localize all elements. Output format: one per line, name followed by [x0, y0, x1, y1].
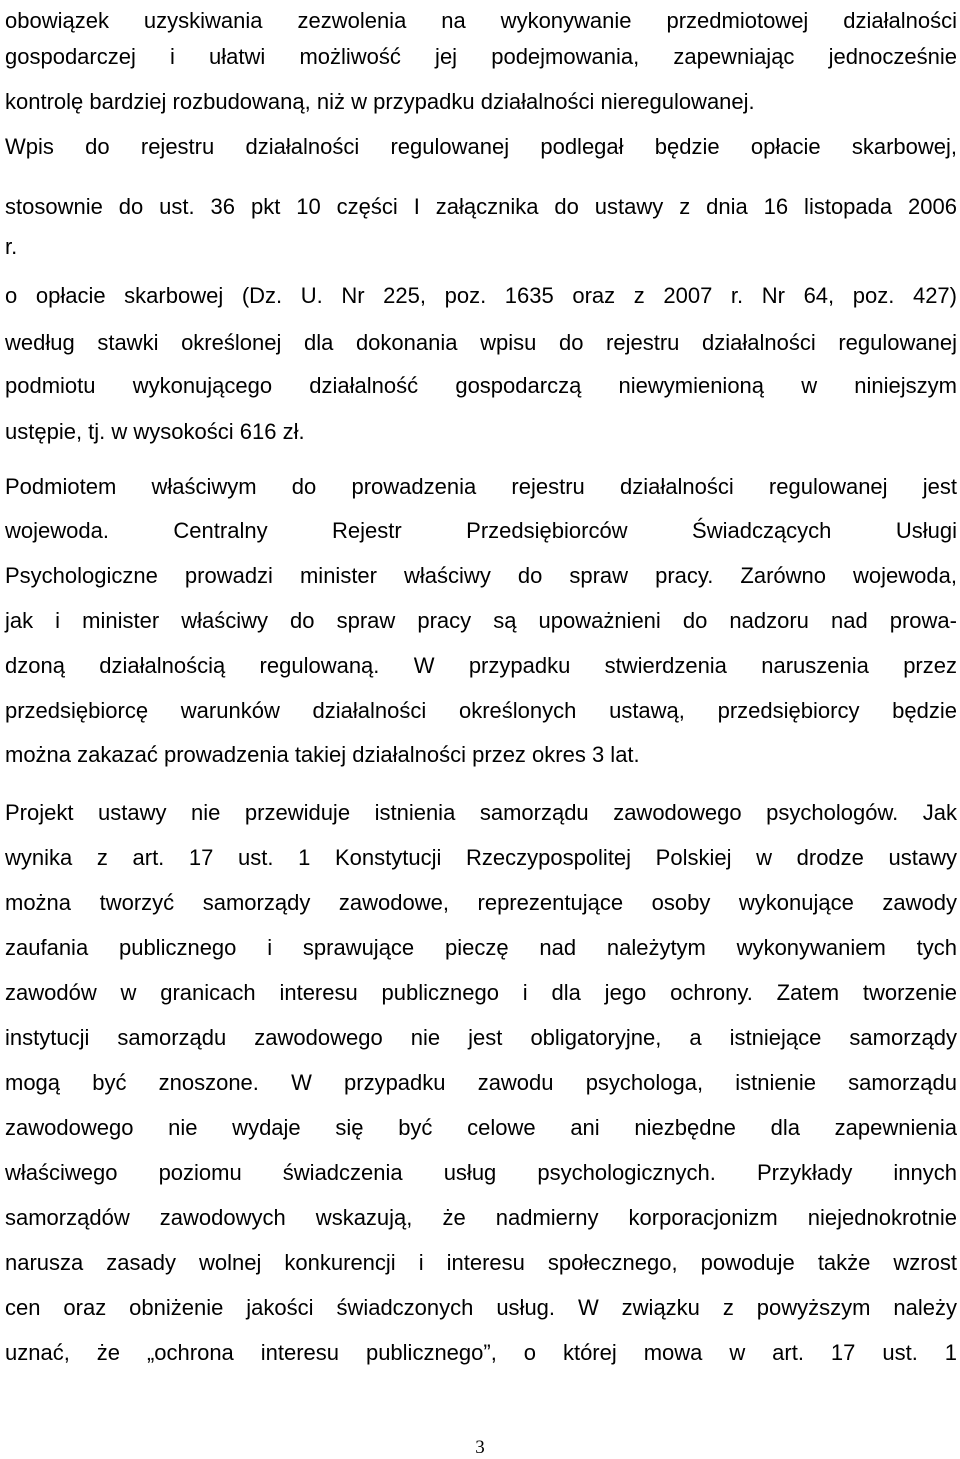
text-line: instytucji samorządu zawodowego nie jest obligatoryjne, a istniejące samorządy — [5, 1025, 957, 1050]
text-line: Wpis do rejestru działalności regulowanej podlegał będzie opłacie skarbowej, — [5, 134, 957, 159]
text-line: o opłacie skarbowej (Dz. U. Nr 225, poz. 1635 oraz z 2007 r. Nr 64, poz. 427) — [5, 283, 957, 308]
text-line: gospodarczej i ułatwi możliwość jej podejmowania, zapewniając jednocześnie — [5, 44, 957, 69]
text-line: można zakazać prowadzenia takiej działalności przez okres 3 lat. — [5, 742, 640, 767]
text-line: uznać, że „ochrona interesu publicznego”, o której mowa w art. 17 ust. 1 — [5, 1340, 957, 1365]
text-line: właściwego poziomu świadczenia usług psychologicznych. Przykłady innych — [5, 1160, 957, 1185]
text-line: dzoną działalnością regulowaną. W przypadku stwierdzenia naruszenia przez — [5, 653, 957, 678]
text-line: r. — [5, 234, 18, 259]
text-line: zawodów w granicach interesu publicznego i dla jego ochrony. Zatem tworzenie — [5, 980, 957, 1005]
text-line: obowiązek uzyskiwania zezwolenia na wykonywanie przedmiotowej działalności — [5, 8, 957, 33]
page-number: 3 — [475, 1437, 485, 1458]
text-line: Podmiotem właściwym do prowadzenia rejestru działalności regulowanej jest — [5, 474, 957, 499]
text-line: Psychologiczne prowadzi minister właściwy do spraw pracy. Zarówno wojewoda, — [5, 563, 957, 588]
text-line: podmiotu wykonującego działalność gospodarczą niewymienioną w niniejszym — [5, 373, 957, 398]
text-line: ustępie, tj. w wysokości 616 zł. — [5, 419, 305, 444]
text-line: zawodowego nie wydaje się być celowe ani niezbędne dla zapewnienia — [5, 1115, 957, 1140]
text-line: przedsiębiorcę warunków działalności określonych ustawą, przedsiębiorcy będzie — [5, 698, 957, 723]
text-line: zaufania publicznego i sprawujące pieczę nad należytym wykonywaniem tych — [5, 935, 957, 960]
text-line: cen oraz obniżenie jakości świadczonych usług. W związku z powyższym należy — [5, 1295, 957, 1320]
text-line: wojewoda. Centralny Rejestr Przedsiębiorców Świadczących Usługi — [5, 518, 957, 543]
text-line: według stawki określonej dla dokonania wpisu do rejestru działalności regulowanej — [5, 330, 957, 355]
text-line: samorządów zawodowych wskazują, że nadmierny korporacjonizm niejednokrotnie — [5, 1205, 957, 1230]
text-line: Projekt ustawy nie przewiduje istnienia samorządu zawodowego psychologów. Jak — [5, 800, 957, 825]
text-line: jak i minister właściwy do spraw pracy są upoważnieni do nadzoru nad prowa- — [5, 608, 957, 633]
text-line: można tworzyć samorządy zawodowe, reprezentujące osoby wykonujące zawody — [5, 890, 957, 915]
text-line: kontrolę bardziej rozbudowaną, niż w przypadku działalności nieregulowanej. — [5, 89, 755, 114]
text-line: stosownie do ust. 36 pkt 10 części I załącznika do ustawy z dnia 16 listopada 2006 — [5, 194, 957, 219]
text-line: narusza zasady wolnej konkurencji i interesu społecznego, powoduje także wzrost — [5, 1250, 957, 1275]
text-line: mogą być znoszone. W przypadku zawodu psychologa, istnienie samorządu — [5, 1070, 957, 1095]
text-line: wynika z art. 17 ust. 1 Konstytucji Rzeczypospolitej Polskiej w drodze ustawy — [5, 845, 957, 870]
